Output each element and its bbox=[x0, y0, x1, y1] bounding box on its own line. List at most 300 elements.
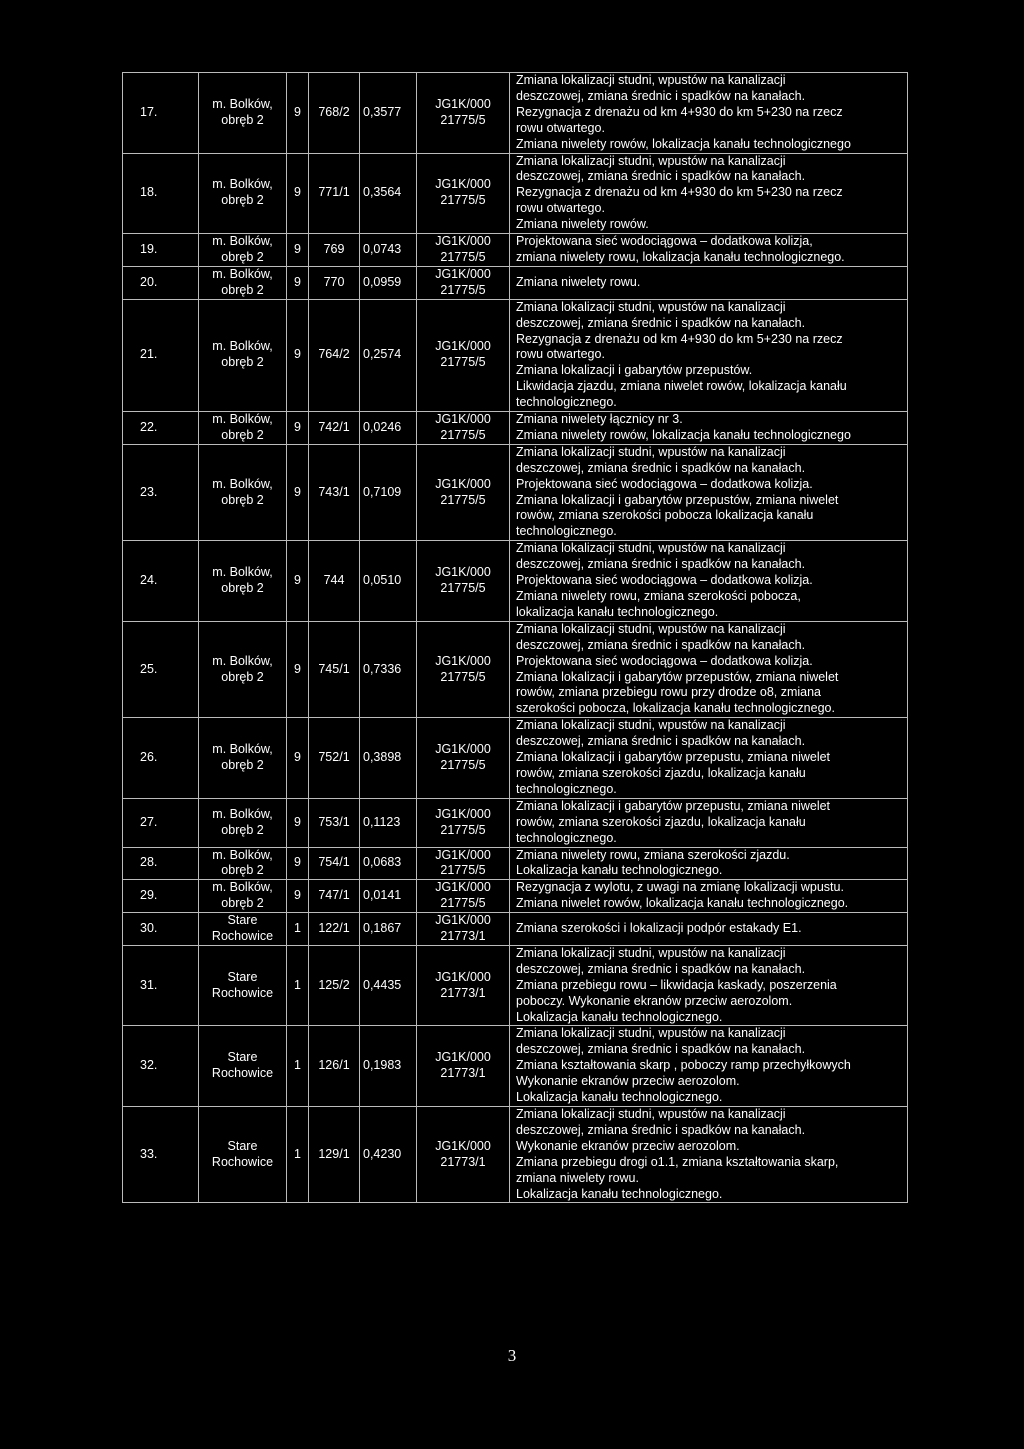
table-row bbox=[123, 847, 908, 880]
area-cell-line: 0,0959 bbox=[363, 274, 402, 289]
row-number-line: 20. bbox=[140, 274, 158, 289]
land-register-cell-line: JG1K/000 bbox=[435, 1050, 491, 1065]
area-cell bbox=[360, 299, 417, 411]
description-cell-line: Zmiana niwelety rowu. bbox=[516, 274, 641, 289]
row-number bbox=[123, 847, 199, 880]
description-cell-line: deszczowej, zmiana średnic i spadków na kanałach. bbox=[516, 557, 806, 572]
land-register-cell-line: JG1K/000 bbox=[435, 1138, 491, 1153]
precinct-cell-line: obręb 2 bbox=[221, 758, 264, 773]
description-cell-line: deszczowej, zmiana średnic i spadków na kanałach. bbox=[516, 1042, 806, 1057]
area-cell bbox=[360, 1026, 417, 1107]
sheet-cell bbox=[287, 73, 309, 154]
area-cell-line: 0,3898 bbox=[363, 750, 402, 765]
description-cell-line: Zmiana niwelety rowu, zmiana szerokości zjazdu. bbox=[516, 847, 790, 862]
description-cell-line: Lokalizacja kanału technologicznego. bbox=[516, 1186, 723, 1201]
table-row bbox=[123, 718, 908, 799]
land-register-cell bbox=[417, 266, 510, 299]
row-number bbox=[123, 444, 199, 540]
parcel-number-cell bbox=[309, 1107, 360, 1203]
sheet-cell-line: 1 bbox=[294, 1058, 301, 1073]
area-cell-line: 0,3564 bbox=[363, 185, 402, 200]
description-cell-line: Zmiana lokalizacji studni, wpustów na kanalizacji bbox=[516, 73, 786, 87]
precinct-cell bbox=[199, 945, 287, 1026]
row-number-line: 19. bbox=[140, 242, 158, 257]
row-number-line: 31. bbox=[140, 977, 158, 992]
table-row bbox=[123, 913, 908, 946]
description-cell bbox=[510, 798, 908, 847]
parcel-number-cell-line: 744 bbox=[323, 573, 345, 588]
precinct-cell-line: Stare bbox=[227, 913, 258, 928]
land-register-cell bbox=[417, 847, 510, 880]
parcel-number-cell bbox=[309, 1026, 360, 1107]
precinct-cell-line: m. Bolków, bbox=[212, 177, 273, 192]
parcel-number-cell bbox=[309, 299, 360, 411]
description-cell-line: Zmiana lokalizacji studni, wpustów na kanalizacji bbox=[516, 541, 786, 556]
description-cell-line: Zmiana niwelety rowów. bbox=[516, 217, 649, 232]
sheet-cell bbox=[287, 880, 309, 913]
description-cell bbox=[510, 266, 908, 299]
sheet-cell bbox=[287, 299, 309, 411]
sheet-cell bbox=[287, 1026, 309, 1107]
precinct-cell-line: obręb 2 bbox=[221, 492, 264, 507]
sheet-cell-line: 9 bbox=[294, 419, 301, 434]
sheet-cell-line: 9 bbox=[294, 347, 301, 362]
parcel-number-cell bbox=[309, 718, 360, 799]
precinct-cell-line: obręb 2 bbox=[221, 193, 264, 208]
sheet-cell bbox=[287, 945, 309, 1026]
description-cell-line: Zmiana lokalizacji studni, wpustów na kanalizacji bbox=[516, 1026, 786, 1041]
table-row bbox=[123, 266, 908, 299]
precinct-cell-line: Stare bbox=[227, 1050, 258, 1065]
precinct-cell bbox=[199, 913, 287, 946]
precinct-cell-line: Rochowice bbox=[211, 929, 274, 944]
table-row bbox=[123, 1107, 908, 1203]
sheet-cell bbox=[287, 718, 309, 799]
parcel-number-cell-line: 126/1 bbox=[318, 1058, 350, 1073]
parcel-number-cell bbox=[309, 412, 360, 445]
description-cell-line: Lokalizacja kanału technologicznego. bbox=[516, 863, 723, 878]
description-cell-line: deszczowej, zmiana średnic i spadków na kanałach. bbox=[516, 169, 806, 184]
table-row bbox=[123, 945, 908, 1026]
description-cell-line: Wykonanie ekranów przeciw aerozolom. bbox=[516, 1138, 740, 1153]
land-register-cell-line: JG1K/000 bbox=[435, 476, 491, 491]
description-cell bbox=[510, 412, 908, 445]
precinct-cell-line: obręb 2 bbox=[221, 282, 264, 297]
description-cell-line: Projektowana sieć wodociągowa – dodatkowa kolizja. bbox=[516, 653, 813, 668]
description-cell bbox=[510, 153, 908, 234]
parcel-number-cell-line: 754/1 bbox=[318, 855, 350, 870]
land-register-cell-line: 21775/5 bbox=[440, 896, 486, 911]
area-cell-line: 0,4230 bbox=[363, 1146, 402, 1161]
description-cell-line: Rezygnacja z drenażu od km 4+930 do km 5+230 na rzecz bbox=[516, 185, 843, 200]
parcel-number-cell bbox=[309, 444, 360, 540]
precinct-cell-line: obręb 2 bbox=[221, 669, 264, 684]
land-register-cell-line: 21775/5 bbox=[440, 669, 486, 684]
description-cell bbox=[510, 880, 908, 913]
parcel-number-cell-line: 125/2 bbox=[318, 977, 350, 992]
row-number-line: 33. bbox=[140, 1146, 158, 1161]
sheet-cell bbox=[287, 412, 309, 445]
description-cell-line: Zmiana niwelety rowu, zmiana szerokości pobocza, bbox=[516, 589, 801, 603]
description-cell-line: Likwidacja zjazdu, zmiana niwelet rowów, lokalizacja kanału bbox=[516, 379, 847, 394]
description-cell bbox=[510, 621, 908, 717]
sheet-cell-line: 9 bbox=[294, 573, 301, 588]
description-cell-line: technologicznego. bbox=[516, 830, 617, 845]
sheet-cell bbox=[287, 1107, 309, 1203]
sheet-cell-line: 9 bbox=[294, 661, 301, 676]
parcel-number-cell bbox=[309, 621, 360, 717]
description-cell bbox=[510, 444, 908, 540]
row-number bbox=[123, 412, 199, 445]
precinct-cell bbox=[199, 847, 287, 880]
sheet-cell-line: 9 bbox=[294, 750, 301, 765]
table-row bbox=[123, 444, 908, 540]
precinct-cell-line: Stare bbox=[227, 1138, 258, 1153]
description-cell-line: Zmiana przebiegu rowu – likwidacja kaskady, poszerzenia bbox=[516, 977, 837, 992]
land-register-cell-line: 21775/5 bbox=[440, 282, 486, 297]
parcel-number-cell-line: 770 bbox=[323, 274, 345, 289]
parcel-number-cell-line: 764/2 bbox=[318, 347, 350, 362]
parcel-table bbox=[122, 72, 908, 1203]
land-register-cell-line: JG1K/000 bbox=[435, 653, 491, 668]
description-cell-line: szerokości pobocza, lokalizacja kanału technologicznego. bbox=[516, 701, 835, 716]
table-row bbox=[123, 153, 908, 234]
description-cell-line: Zmiana lokalizacji studni, wpustów na kanalizacji bbox=[516, 621, 786, 636]
sheet-cell-line: 9 bbox=[294, 242, 301, 257]
table-row bbox=[123, 880, 908, 913]
land-register-cell-line: JG1K/000 bbox=[435, 806, 491, 821]
precinct-cell-line: m. Bolków, bbox=[212, 847, 273, 862]
parcel-number-cell bbox=[309, 153, 360, 234]
precinct-cell-line: obręb 2 bbox=[221, 249, 264, 264]
precinct-cell-line: m. Bolków, bbox=[212, 339, 273, 354]
precinct-cell-line: m. Bolków, bbox=[212, 234, 273, 249]
row-number-line: 28. bbox=[140, 855, 158, 870]
row-number-line: 29. bbox=[140, 888, 158, 903]
row-number bbox=[123, 234, 199, 267]
area-cell-line: 0,0683 bbox=[363, 855, 402, 870]
land-register-cell-line: JG1K/000 bbox=[435, 266, 491, 281]
land-register-cell-line: JG1K/000 bbox=[435, 234, 491, 249]
land-register-cell bbox=[417, 718, 510, 799]
sheet-cell-line: 9 bbox=[294, 855, 301, 870]
parcel-number-cell bbox=[309, 880, 360, 913]
row-number bbox=[123, 1107, 199, 1203]
precinct-cell-line: Rochowice bbox=[211, 985, 274, 1000]
precinct-cell bbox=[199, 73, 287, 154]
sheet-cell bbox=[287, 621, 309, 717]
area-cell-line: 0,0246 bbox=[363, 419, 402, 434]
description-cell-line: Zmiana szerokości i lokalizacji podpór estakady E1. bbox=[516, 921, 802, 936]
table-row bbox=[123, 541, 908, 622]
area-cell-line: 0,0141 bbox=[363, 888, 402, 903]
land-register-cell bbox=[417, 541, 510, 622]
precinct-cell-line: m. Bolków, bbox=[212, 806, 273, 821]
precinct-cell bbox=[199, 299, 287, 411]
row-number bbox=[123, 798, 199, 847]
sheet-cell bbox=[287, 541, 309, 622]
precinct-cell bbox=[199, 880, 287, 913]
table-row bbox=[123, 73, 908, 154]
land-register-cell bbox=[417, 73, 510, 154]
land-register-cell bbox=[417, 1026, 510, 1107]
land-register-cell bbox=[417, 945, 510, 1026]
area-cell-line: 0,3577 bbox=[363, 104, 402, 119]
row-number bbox=[123, 73, 199, 154]
area-cell bbox=[360, 621, 417, 717]
precinct-cell-line: obręb 2 bbox=[221, 112, 264, 127]
land-register-cell bbox=[417, 444, 510, 540]
precinct-cell-line: obręb 2 bbox=[221, 355, 264, 370]
land-register-cell bbox=[417, 798, 510, 847]
precinct-cell-line: obręb 2 bbox=[221, 427, 264, 442]
land-register-cell bbox=[417, 412, 510, 445]
land-register-cell-line: JG1K/000 bbox=[435, 742, 491, 757]
sheet-cell bbox=[287, 266, 309, 299]
precinct-cell-line: obręb 2 bbox=[221, 822, 264, 837]
parcel-number-cell bbox=[309, 945, 360, 1026]
description-cell-line: Zmiana lokalizacji i gabarytów przepustów. bbox=[516, 363, 753, 378]
sheet-cell-line: 9 bbox=[294, 814, 301, 829]
description-cell-line: rowu otwartego. bbox=[516, 201, 605, 216]
area-cell bbox=[360, 798, 417, 847]
row-number bbox=[123, 299, 199, 411]
description-cell-line: Zmiana lokalizacji i gabarytów przepustów, zmiana niwelet bbox=[516, 669, 839, 684]
land-register-cell-line: 21775/5 bbox=[440, 427, 486, 442]
parcel-number-cell-line: 742/1 bbox=[318, 419, 350, 434]
area-cell-line: 0,0743 bbox=[363, 242, 402, 257]
land-register-cell-line: 21773/1 bbox=[440, 985, 486, 1000]
area-cell bbox=[360, 444, 417, 540]
description-cell-line: Wykonanie ekranów przeciw aerozolom. bbox=[516, 1074, 740, 1089]
table-row bbox=[123, 412, 908, 445]
description-cell bbox=[510, 945, 908, 1026]
area-cell-line: 0,2574 bbox=[363, 347, 402, 362]
precinct-cell bbox=[199, 234, 287, 267]
row-number-line: 27. bbox=[140, 814, 158, 829]
row-number bbox=[123, 913, 199, 946]
description-cell-line: deszczowej, zmiana średnic i spadków na kanałach. bbox=[516, 315, 806, 330]
parcel-number-cell-line: 122/1 bbox=[318, 921, 350, 936]
row-number bbox=[123, 266, 199, 299]
row-number bbox=[123, 153, 199, 234]
area-cell-line: 0,1123 bbox=[363, 814, 401, 829]
description-cell bbox=[510, 718, 908, 799]
parcel-number-cell-line: 747/1 bbox=[318, 888, 350, 903]
parcel-number-cell bbox=[309, 847, 360, 880]
description-cell-line: technologicznego. bbox=[516, 395, 617, 410]
sheet-cell bbox=[287, 798, 309, 847]
description-cell-line: technologicznego. bbox=[516, 781, 617, 796]
description-cell bbox=[510, 913, 908, 946]
area-cell bbox=[360, 153, 417, 234]
land-register-cell-line: 21775/5 bbox=[440, 492, 486, 507]
area-cell-line: 0,1983 bbox=[363, 1058, 402, 1073]
precinct-cell bbox=[199, 541, 287, 622]
area-cell-line: 0,1867 bbox=[363, 921, 402, 936]
parcel-number-cell-line: 771/1 bbox=[318, 185, 350, 200]
sheet-cell-line: 9 bbox=[294, 104, 301, 119]
land-register-cell-line: JG1K/000 bbox=[435, 847, 491, 862]
parcel-number-cell-line: 745/1 bbox=[318, 661, 350, 676]
land-register-cell-line: 21775/5 bbox=[440, 758, 486, 773]
description-cell-line: Zmiana niwelety rowów, lokalizacja kanału technologicznego bbox=[516, 427, 851, 442]
row-number-line: 21. bbox=[140, 347, 158, 362]
description-cell-line: Projektowana sieć wodociągowa – dodatkowa kolizja. bbox=[516, 573, 813, 588]
description-cell-line: rowu otwartego. bbox=[516, 347, 605, 362]
land-register-cell-line: 21775/5 bbox=[440, 249, 486, 264]
land-register-cell bbox=[417, 299, 510, 411]
precinct-cell bbox=[199, 153, 287, 234]
parcel-number-cell-line: 129/1 bbox=[318, 1146, 350, 1161]
row-number-line: 25. bbox=[140, 661, 158, 676]
land-register-cell-line: JG1K/000 bbox=[435, 880, 491, 895]
sheet-cell-line: 9 bbox=[294, 484, 301, 499]
land-register-cell-line: JG1K/000 bbox=[435, 339, 491, 354]
description-cell-line: deszczowej, zmiana średnic i spadków na kanałach. bbox=[516, 637, 806, 652]
precinct-cell bbox=[199, 444, 287, 540]
sheet-cell-line: 9 bbox=[294, 185, 301, 200]
description-cell bbox=[510, 1107, 908, 1203]
row-number bbox=[123, 945, 199, 1026]
description-cell-line: Zmiana niwelety rowów, lokalizacja kanału technologicznego bbox=[516, 136, 851, 151]
table-row bbox=[123, 1026, 908, 1107]
description-cell-line: zmiana niwelety rowu, lokalizacja kanału technologicznego. bbox=[516, 249, 845, 264]
row-number-line: 30. bbox=[140, 921, 158, 936]
parcel-number-cell bbox=[309, 266, 360, 299]
description-cell-line: deszczowej, zmiana średnic i spadków na kanałach. bbox=[516, 734, 806, 749]
table-row bbox=[123, 299, 908, 411]
row-number-line: 17. bbox=[140, 104, 158, 119]
land-register-cell bbox=[417, 234, 510, 267]
description-cell-line: Zmiana lokalizacji studni, wpustów na kanalizacji bbox=[516, 444, 786, 459]
row-number-line: 32. bbox=[140, 1058, 158, 1073]
land-register-cell bbox=[417, 153, 510, 234]
description-cell bbox=[510, 541, 908, 622]
area-cell bbox=[360, 880, 417, 913]
precinct-cell bbox=[199, 1107, 287, 1203]
precinct-cell-line: m. Bolków, bbox=[212, 653, 273, 668]
area-cell bbox=[360, 73, 417, 154]
precinct-cell-line: m. Bolków, bbox=[212, 266, 273, 281]
precinct-cell-line: m. Bolków, bbox=[212, 476, 273, 491]
area-cell bbox=[360, 234, 417, 267]
area-cell bbox=[360, 541, 417, 622]
sheet-cell bbox=[287, 444, 309, 540]
table-row bbox=[123, 234, 908, 267]
land-register-cell-line: 21775/5 bbox=[440, 112, 486, 127]
parcel-number-cell-line: 768/2 bbox=[318, 104, 350, 119]
description-cell-line: deszczowej, zmiana średnic i spadków na kanałach. bbox=[516, 460, 806, 475]
description-cell bbox=[510, 234, 908, 267]
description-cell-line: zmiana niwelety rowu. bbox=[516, 1170, 639, 1185]
land-register-cell-line: 21775/5 bbox=[440, 863, 486, 878]
land-register-cell-line: JG1K/000 bbox=[435, 96, 491, 111]
description-cell-line: Projektowana sieć wodociągowa – dodatkowa kolizja, bbox=[516, 234, 813, 249]
parcel-number-cell bbox=[309, 913, 360, 946]
precinct-cell-line: obręb 2 bbox=[221, 581, 264, 596]
precinct-cell-line: m. Bolków, bbox=[212, 96, 273, 111]
description-cell-line: Lokalizacja kanału technologicznego. bbox=[516, 1009, 723, 1024]
precinct-cell bbox=[199, 621, 287, 717]
row-number bbox=[123, 880, 199, 913]
precinct-cell bbox=[199, 718, 287, 799]
area-cell bbox=[360, 266, 417, 299]
description-cell-line: technologicznego. bbox=[516, 524, 617, 539]
description-cell-line: Rezygnacja z drenażu od km 4+930 do km 5+230 na rzecz bbox=[516, 104, 843, 119]
precinct-cell-line: m. Bolków, bbox=[212, 412, 273, 427]
land-register-cell-line: 21775/5 bbox=[440, 581, 486, 596]
area-cell bbox=[360, 1107, 417, 1203]
sheet-cell bbox=[287, 234, 309, 267]
description-cell-line: Zmiana lokalizacji i gabarytów przepustów, zmiana niwelet bbox=[516, 492, 839, 507]
area-cell-line: 0,4435 bbox=[363, 977, 402, 992]
description-cell-line: deszczowej, zmiana średnic i spadków na kanałach. bbox=[516, 1122, 806, 1137]
parcel-number-cell bbox=[309, 541, 360, 622]
precinct-cell-line: m. Bolków, bbox=[212, 742, 273, 757]
land-register-cell bbox=[417, 913, 510, 946]
land-register-cell-line: 21773/1 bbox=[440, 929, 486, 944]
description-cell-line: Zmiana lokalizacji i gabarytów przepustu, zmiana niwelet bbox=[516, 798, 831, 813]
description-cell-line: Zmiana lokalizacji studni, wpustów na kanalizacji bbox=[516, 945, 786, 960]
area-cell bbox=[360, 718, 417, 799]
area-cell bbox=[360, 847, 417, 880]
sheet-cell bbox=[287, 913, 309, 946]
row-number bbox=[123, 541, 199, 622]
sheet-cell-line: 1 bbox=[294, 977, 301, 992]
land-register-cell-line: 21775/5 bbox=[440, 193, 486, 208]
precinct-cell bbox=[199, 412, 287, 445]
land-register-cell bbox=[417, 1107, 510, 1203]
area-cell-line: 0,7109 bbox=[363, 484, 402, 499]
description-cell bbox=[510, 847, 908, 880]
description-cell-line: Zmiana niwelet rowów, lokalizacja kanału technologicznego. bbox=[516, 896, 849, 911]
sheet-cell-line: 9 bbox=[294, 888, 301, 903]
sheet-cell-line: 1 bbox=[294, 921, 301, 936]
precinct-cell bbox=[199, 798, 287, 847]
row-number-line: 23. bbox=[140, 484, 158, 499]
description-cell-line: lokalizacja kanału technologicznego. bbox=[516, 604, 719, 619]
land-register-cell-line: JG1K/000 bbox=[435, 969, 491, 984]
description-cell-line: Lokalizacja kanału technologicznego. bbox=[516, 1090, 723, 1105]
description-cell-line: rowów, zmiana szerokości zjazdu, lokalizacja kanału bbox=[516, 814, 806, 829]
precinct-cell-line: obręb 2 bbox=[221, 863, 264, 878]
parcel-number-cell-line: 769 bbox=[323, 242, 345, 257]
description-cell-line: rowów, zmiana przebiegu rowu przy drodze o8, zmiana bbox=[516, 685, 822, 700]
sheet-cell-line: 1 bbox=[294, 1146, 301, 1161]
land-register-cell-line: JG1K/000 bbox=[435, 913, 491, 928]
row-number-line: 22. bbox=[140, 419, 158, 434]
area-cell bbox=[360, 913, 417, 946]
description-cell bbox=[510, 73, 908, 154]
description-cell-line: Zmiana lokalizacji studni, wpustów na kanalizacji bbox=[516, 1107, 786, 1121]
land-register-cell-line: 21773/1 bbox=[440, 1066, 486, 1081]
table-body bbox=[123, 73, 908, 1203]
description-cell-line: rowów, zmiana szerokości pobocza lokalizacja kanału bbox=[516, 508, 814, 523]
description-cell-line: Zmiana lokalizacji studni, wpustów na kanalizacji bbox=[516, 299, 786, 314]
precinct-cell-line: Stare bbox=[227, 969, 258, 984]
parcel-number-cell bbox=[309, 73, 360, 154]
precinct-cell-line: obręb 2 bbox=[221, 896, 264, 911]
description-cell-line: Projektowana sieć wodociągowa – dodatkowa kolizja. bbox=[516, 476, 813, 491]
row-number bbox=[123, 1026, 199, 1107]
land-register-cell-line: 21775/5 bbox=[440, 822, 486, 837]
sheet-cell-line: 9 bbox=[294, 274, 301, 289]
area-cell bbox=[360, 412, 417, 445]
land-register-cell bbox=[417, 880, 510, 913]
precinct-cell bbox=[199, 266, 287, 299]
row-number-line: 24. bbox=[140, 573, 158, 588]
